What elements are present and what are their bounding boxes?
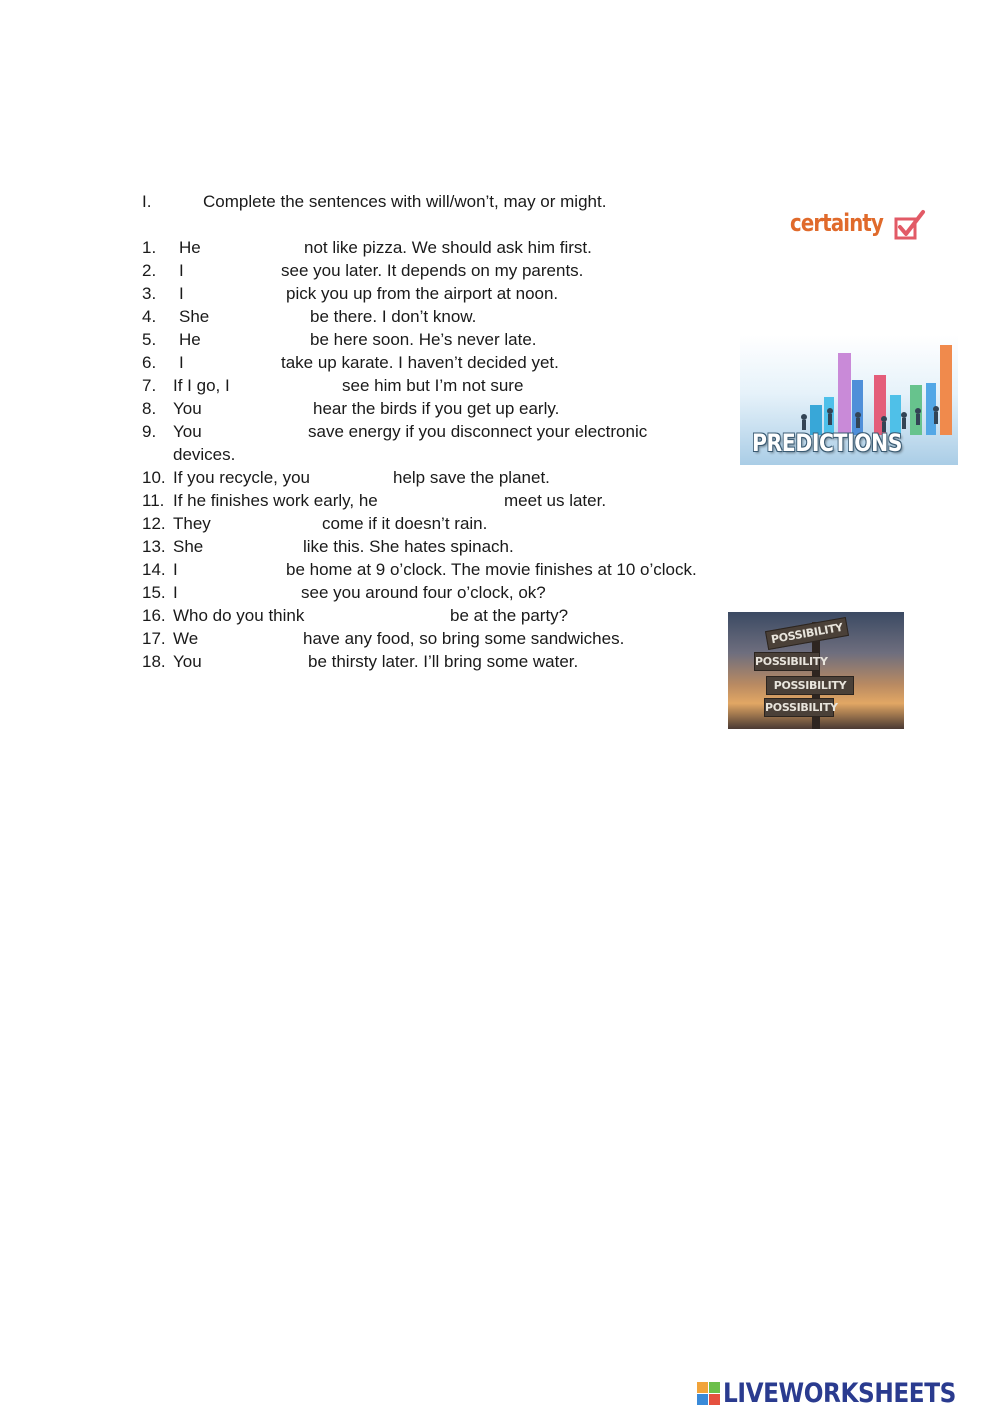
sentence-subject: I: [173, 560, 178, 579]
sentence-rest: like this. She hates spinach.: [303, 537, 514, 556]
sign-2: POSSIBILITY: [754, 652, 820, 671]
sentence-rest: not like pizza. We should ask him first.: [304, 238, 592, 257]
sentence-rest: come if it doesn’t rain.: [322, 514, 488, 533]
sentence-number: 14.: [142, 560, 166, 579]
section-number: I.: [142, 192, 152, 211]
sentence-number: 17.: [142, 629, 166, 648]
sentence-number: 5.: [142, 330, 157, 349]
sentence-number: 2.: [142, 261, 157, 280]
sentence-subject: He: [179, 238, 201, 257]
sentence-subject: I: [179, 284, 184, 303]
sentence-subject: You: [173, 422, 202, 441]
sentence-subject: She: [179, 307, 210, 326]
sentence-number: 10.: [142, 468, 166, 487]
checkbox-check-icon: [894, 205, 926, 245]
sentence-rest: hear the birds if you get up early.: [313, 399, 560, 418]
logo-text: LIVEWORKSHEETS: [723, 1378, 956, 1409]
sentence-number: 1.: [142, 238, 157, 257]
sentence-rest: have any food, so bring some sandwiches.: [303, 629, 625, 648]
instruction-heading: [142, 192, 606, 212]
sentence-subject: He: [179, 330, 201, 349]
sentence-rest: pick you up from the airport at noon.: [286, 284, 559, 303]
sentence-subject: They: [173, 514, 211, 533]
sentence-rest: be thirsty later. I’ll bring some water.: [308, 652, 579, 671]
sentence-rest: see him but I’m not sure: [342, 376, 524, 395]
sentence-rest: be here soon. He’s never late.: [310, 330, 537, 349]
sentence-number: 9.: [142, 422, 157, 441]
sentence-rest: help save the planet.: [393, 468, 550, 487]
sentence-rest: see you around four o’clock, ok?: [301, 583, 546, 602]
sentence-number: 15.: [142, 583, 166, 602]
sentence-number: 8.: [142, 399, 157, 418]
sentence-number: 13.: [142, 537, 166, 556]
sentence-rest: be home at 9 o’clock. The movie finishes at 10 o’clock.: [286, 560, 697, 579]
sentence-subject: We: [173, 629, 199, 648]
certainty-word: certainty: [790, 209, 884, 237]
sentence-number: 3.: [142, 284, 157, 303]
sentence-subject: I: [173, 583, 178, 602]
sentence-subject: If he finishes work early, he: [173, 491, 378, 510]
sentence-rest: save energy if you disconnect your electronic: [308, 422, 648, 441]
logo-blocks-icon: [697, 1382, 721, 1406]
sentence-number: 12.: [142, 514, 166, 533]
sentence-rest: be there. I don’t know.: [310, 307, 477, 326]
predictions-label: PREDICTIONS: [752, 429, 903, 457]
sentence-subject: I: [179, 353, 184, 372]
possibility-image: [728, 612, 904, 729]
sentence-number: 18.: [142, 652, 166, 671]
sign-4: POSSIBILITY: [764, 698, 834, 717]
sentence-subject: She: [173, 537, 204, 556]
sign-1: POSSIBILITY: [765, 617, 849, 650]
sentence-subject: If you recycle, you: [173, 468, 311, 487]
certainty-image: [790, 203, 930, 251]
sentence-subject: You: [173, 652, 202, 671]
sentence-subject: If I go, I: [173, 376, 230, 395]
instruction-text: Complete the sentences with will/won’t, may or might.: [203, 192, 607, 211]
sentence-rest: see you later. It depends on my parents.: [281, 261, 584, 280]
predictions-image: [740, 335, 958, 465]
sentence-subject: You: [173, 399, 202, 418]
sentence-number: 4.: [142, 307, 157, 326]
sentence-rest: take up karate. I haven’t decided yet.: [281, 353, 559, 372]
liveworksheets-logo: [697, 1378, 997, 1408]
sentence-subject: I: [179, 261, 184, 280]
sign-3: POSSIBILITY: [766, 676, 854, 695]
sentence-continuation: devices.: [173, 445, 236, 464]
sentence-number: 11.: [142, 491, 165, 510]
sentence-number: 6.: [142, 353, 157, 372]
sentence-rest: be at the party?: [450, 606, 569, 625]
sentence-subject: Who do you think: [173, 606, 305, 625]
sentence-rest: meet us later.: [504, 491, 607, 510]
sentence-number: 7.: [142, 376, 157, 395]
sentence-number: 16.: [142, 606, 166, 625]
